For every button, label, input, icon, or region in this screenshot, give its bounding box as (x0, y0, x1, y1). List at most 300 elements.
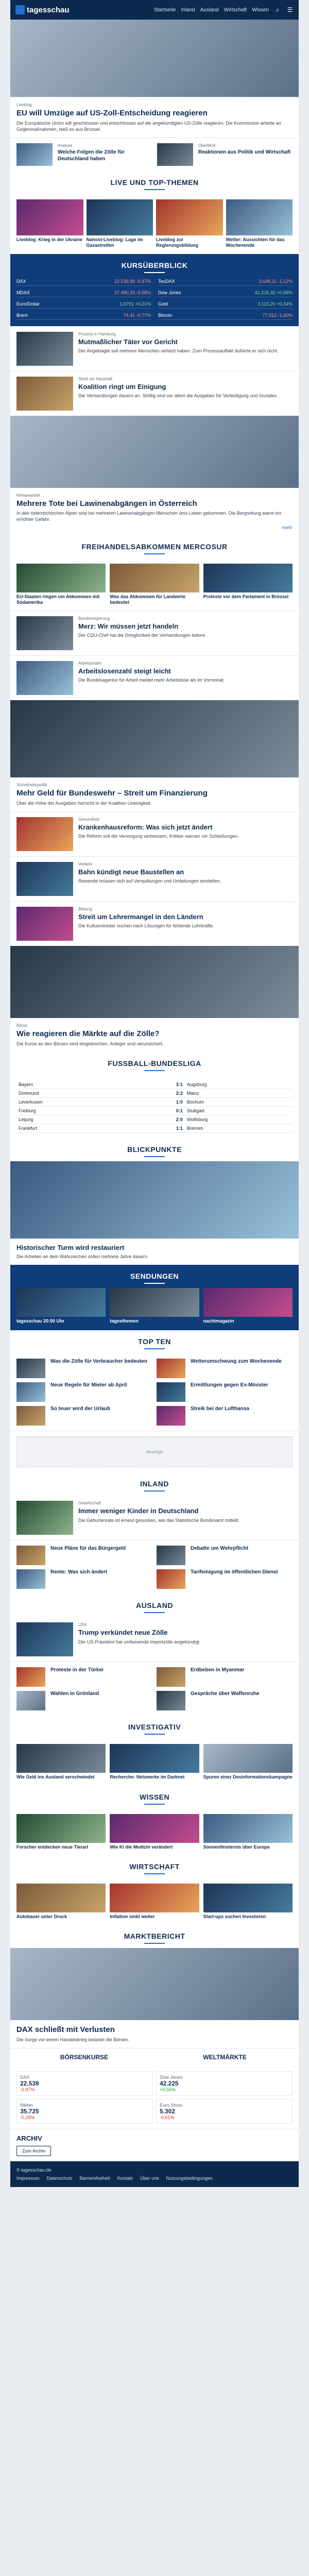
list-item[interactable] (157, 1546, 293, 1565)
ticker-value: 22.539,98 -0,97% (114, 278, 151, 284)
away-team: Mainz (185, 1089, 293, 1097)
market-card[interactable] (16, 2071, 153, 2096)
grid-caption[interactable]: Was das Abkommen für Landwirte bedeutet (110, 594, 186, 605)
nav-item[interactable]: Wissen (252, 7, 269, 13)
ticker-name: DAX (16, 278, 26, 284)
grid-image[interactable] (110, 1884, 199, 1912)
story-thumb[interactable] (157, 1569, 185, 1589)
home-team: Frankfurt (16, 1124, 138, 1132)
teaser: In den österreichischen Alpen sind bei mehreren Lawinenabgängen Menschen ums Leben gekommen. Die Bergrettung warnt vor erhöhter Gefahr. (16, 511, 282, 522)
marktbericht-image[interactable] (10, 1948, 299, 2020)
show-image[interactable] (110, 1288, 199, 1317)
list-item[interactable] (16, 1569, 152, 1589)
live-caption[interactable]: Liveblog: Krieg in der Ukraine (16, 237, 83, 243)
home-team: Leipzig (16, 1115, 138, 1124)
nav-item[interactable]: Startseite (154, 7, 176, 13)
grid-caption[interactable]: Spuren einer Desinformationskampagne (203, 1774, 293, 1780)
headline[interactable]: Bahn kündigt neue Baustellen an (78, 868, 184, 876)
kicker: Sicherheitspolitik (16, 783, 48, 788)
footer-links (16, 2176, 293, 2181)
page (10, 0, 299, 2187)
grid-caption[interactable]: EU-Staaten ringen um Abkommen mit Südamerika (16, 594, 100, 605)
live-strip (10, 194, 299, 254)
grid-caption[interactable]: Wie Geld ins Ausland verschwindet (16, 1774, 95, 1780)
table-row[interactable] (16, 1080, 293, 1089)
feature-story[interactable] (10, 1018, 299, 1052)
section-title-inland: INLAND (10, 1472, 299, 1496)
match-score: 2:2 (138, 1089, 185, 1097)
live-image[interactable] (226, 199, 293, 235)
grid-image[interactable] (16, 1884, 106, 1912)
nav-item[interactable]: Wirtschaft (224, 7, 247, 13)
list-item[interactable] (16, 1382, 152, 1402)
story-thumb[interactable] (157, 1382, 185, 1402)
ticker-name: Gold (158, 301, 168, 307)
topten-list (10, 1353, 299, 1431)
sendungen-box (10, 1265, 299, 1330)
ticker-value: 77.912 -1,40% (262, 312, 293, 318)
teaser: Der CDU-Chef hat die Dringlichkeit der Verhandlungen betont. (78, 633, 207, 638)
section-title-topten: TOP TEN (10, 1330, 299, 1353)
market-name: Nikkei (20, 2103, 33, 2108)
market-value: 5.302 (160, 2108, 176, 2115)
section-title-ausland: AUSLAND (10, 1594, 299, 1617)
story-thumb[interactable] (16, 1622, 73, 1656)
headline[interactable]: DAX schließt mit Verlusten (16, 2025, 115, 2035)
teaser: Reisende müssen sich auf Verspätungen und Umleitungen einstellen. (78, 878, 221, 884)
archive-title: ARCHIV (16, 2134, 42, 2143)
grid-card[interactable] (16, 1814, 106, 1850)
section-title-blickpunkte: BLICKPUNKTE (10, 1138, 299, 1161)
grid-caption[interactable]: Sonnenfinsternis über Europa (203, 1844, 270, 1850)
kicker: Arbeitsmarkt (78, 661, 101, 666)
nav-item[interactable]: Inland (181, 7, 195, 13)
section-title-football: FUSSBALL-BUNDESLIGA (10, 1052, 299, 1075)
grid-card[interactable] (203, 1814, 293, 1850)
kicker: Prozess in Hamburg (78, 331, 116, 336)
weltmaerkte-title: WELTMÄRKTE (203, 2054, 247, 2061)
show-card[interactable] (110, 1288, 199, 1324)
home-team: Bayern (16, 1080, 138, 1089)
list-item[interactable] (16, 1667, 152, 1687)
section-title-investigativ: INVESTIGATIV (10, 1716, 299, 1739)
grid-card[interactable] (110, 1884, 199, 1920)
ticker-value: 42.225,32 +0,56% (254, 290, 293, 295)
footer-link[interactable]: Impressum (16, 2176, 40, 2181)
story-thumb[interactable] (157, 1691, 185, 1710)
ticker-name: Bitcoin (158, 312, 173, 318)
archive-button[interactable]: Zum Archiv (16, 2146, 51, 2156)
away-team: Wolfsburg (185, 1115, 293, 1124)
story-thumb[interactable] (16, 1569, 45, 1589)
live-card[interactable] (87, 199, 153, 249)
list-item[interactable] (157, 1382, 293, 1402)
top-story[interactable] (10, 97, 299, 138)
market-card[interactable] (16, 2099, 153, 2124)
grid-card[interactable] (110, 564, 199, 606)
grid-image[interactable] (203, 564, 293, 592)
section-title-wissen: WISSEN (10, 1786, 299, 1809)
grid-card[interactable] (203, 1744, 293, 1780)
grid-image[interactable] (16, 1744, 106, 1773)
table-row[interactable] (16, 1089, 293, 1097)
home-team: Leverkusen (16, 1097, 138, 1106)
match-score: 3:1 (138, 1080, 185, 1089)
headline[interactable]: Tarifeinigung im öffentlichen Dienst (191, 1569, 278, 1575)
market-grid (10, 2066, 299, 2129)
live-caption[interactable]: Nahost-Liveblog: Lage im Gazastreifen (86, 237, 143, 248)
story-thumb[interactable] (16, 1501, 73, 1535)
story-row[interactable] (10, 811, 299, 856)
kicker: Verkehr (78, 861, 93, 867)
story-thumb[interactable] (157, 143, 193, 166)
feature-image[interactable] (10, 700, 299, 777)
story-row[interactable] (10, 901, 299, 946)
live-image[interactable] (87, 199, 153, 235)
headline[interactable]: Mehrere Tote bei Lawinenabgängen in Österreich (16, 499, 197, 508)
live-card[interactable] (156, 199, 223, 249)
ticker-item[interactable] (16, 300, 151, 309)
headline[interactable]: Proteste in der Türkei (50, 1667, 104, 1673)
story-row[interactable] (10, 371, 299, 416)
show-caption[interactable]: tagesschau 20:00 Uhr (16, 1318, 65, 1324)
grid-card[interactable] (203, 1884, 293, 1920)
story-row[interactable] (10, 326, 299, 371)
grid-caption[interactable]: Proteste vor dem Parlament in Brüssel (203, 594, 289, 599)
story-thumb[interactable] (16, 862, 73, 896)
grid-caption[interactable]: Forscher entdecken neue Tierart (16, 1844, 89, 1850)
show-card[interactable] (203, 1288, 293, 1324)
sub-stories (10, 138, 299, 171)
footer-link[interactable]: Kontakt (117, 2176, 133, 2181)
story-thumb[interactable] (16, 143, 53, 166)
ticker-name: MDAX (16, 290, 30, 295)
market-change: -0,97% (20, 2087, 35, 2093)
markets-box (10, 254, 299, 326)
kicker: USA (78, 1622, 87, 1628)
market-name: DAX (20, 2075, 30, 2080)
list-item[interactable] (157, 1569, 293, 1589)
market-value: 22.539 (20, 2080, 39, 2088)
grid-card[interactable] (110, 1814, 199, 1850)
headline[interactable]: Wetterumschwung zum Wochenende (191, 1359, 282, 1365)
story-thumb[interactable] (16, 661, 73, 695)
story-thumb[interactable] (16, 1382, 45, 1402)
market-name: Dow Jones (160, 2075, 183, 2080)
headline[interactable]: Koalition ringt um Einigung (78, 382, 166, 391)
teaser: Die Bundesagentur für Arbeit meldet mehr Arbeitslose als im Vormonat. (78, 677, 225, 683)
headline[interactable]: Streit um Lehrermangel in den Ländern (78, 912, 203, 921)
teaser: Der US-Präsident hat umfassende Importzölle angekündigt. (78, 1639, 201, 1645)
story-thumb[interactable] (16, 332, 73, 366)
headline[interactable]: Debatte um Wehrpflicht (191, 1546, 249, 1552)
ticker-item[interactable] (158, 300, 293, 309)
teaser: Über die Höhe der Ausgaben herrscht in der Koalition Uneinigkeit. (16, 800, 152, 806)
more-link[interactable]: mehr (282, 524, 293, 530)
footer-link[interactable]: Datenschutz (46, 2176, 73, 2181)
ausland-grid (10, 1662, 299, 1716)
section-title-mercosur: FREIHANDELSABKOMMEN MERCOSUR (10, 535, 299, 558)
grid-image[interactable] (110, 1814, 199, 1843)
grid-image[interactable] (203, 1744, 293, 1773)
kicker: Liveblog (16, 103, 32, 107)
kicker: Börse (16, 1023, 27, 1028)
headline[interactable]: Neue Regeln für Mieter ab April (50, 1382, 127, 1388)
match-score: 1:0 (138, 1097, 185, 1106)
ticker-item[interactable] (16, 289, 151, 297)
nav-item[interactable]: Ausland (200, 7, 219, 13)
wissen-grid (10, 1809, 299, 1855)
headline[interactable]: Mutmaßlicher Täter vor Gericht (78, 337, 178, 346)
story-row[interactable] (10, 611, 299, 655)
headline[interactable]: Wie reagieren die Märkte auf die Zölle? (16, 1029, 160, 1038)
headline[interactable]: Arbeitslosenzahl steigt leicht (78, 667, 171, 675)
away-team: Augsburg (185, 1080, 293, 1089)
teaser: Die Geburtenrate ist erneut gesunken, wie das Statistische Bundesamt mitteilt. (78, 1517, 240, 1523)
ticker-item[interactable] (158, 277, 293, 286)
ticker-value: 3.115,20 +0,34% (258, 301, 293, 307)
story-thumb[interactable] (16, 907, 73, 941)
headline[interactable]: Reaktionen aus Politik und Wirtschaft (198, 149, 291, 156)
market-name: Euro Stoxx (160, 2103, 183, 2108)
headline[interactable]: Wahlen in Grönland (50, 1691, 99, 1697)
headline[interactable]: Mehr Geld für Bundeswehr – Streit um Finanzierung (16, 789, 208, 798)
story-row[interactable] (10, 856, 299, 901)
section-title-marktbericht: MARKTBERICHT (10, 1925, 299, 1948)
wirtschaft-grid (10, 1878, 299, 1925)
headline[interactable]: Erdbeben in Myanmar (191, 1667, 245, 1673)
ticker-item[interactable] (16, 311, 151, 320)
ticker-item[interactable] (158, 289, 293, 297)
sendungen-grid (16, 1288, 293, 1324)
investigativ-grid (10, 1739, 299, 1785)
live-image[interactable] (156, 199, 223, 235)
market-card[interactable] (156, 2071, 293, 2096)
grid-caption[interactable]: Start-ups suchen Investoren (203, 1913, 266, 1919)
logo-text: tagesschau (27, 5, 70, 14)
section-title-sendungen: SENDUNGEN (16, 1271, 293, 1288)
live-caption[interactable]: Wetter: Aussichten für das Wochenende (226, 237, 285, 248)
feature-image[interactable] (10, 416, 299, 488)
list-item[interactable] (157, 1406, 293, 1426)
marktbericht-story[interactable] (10, 2020, 299, 2048)
ticker-name: Euro/Dollar (16, 301, 40, 307)
show-image[interactable] (203, 1288, 293, 1317)
list-item[interactable] (16, 1546, 152, 1565)
show-card[interactable] (16, 1288, 106, 1324)
headline[interactable]: So teuer wird der Urlaub (50, 1406, 111, 1412)
ausland-lead[interactable] (10, 1617, 299, 1662)
feature-story[interactable] (10, 488, 299, 535)
story-thumb[interactable] (157, 1406, 185, 1426)
headline[interactable]: Welche Folgen die Zölle für Deutschland haben (58, 149, 125, 162)
away-team: Stuttgart (185, 1106, 293, 1115)
archive (10, 2129, 299, 2161)
boerse-titles (10, 2048, 299, 2066)
logo[interactable] (15, 5, 70, 14)
kicker: Bildung (78, 906, 92, 911)
grid-caption[interactable]: Inflation sinkt weiter (110, 1913, 155, 1919)
ad-box[interactable]: Anzeige (16, 1436, 293, 1467)
teaser: Die Kultusminister suchen nach Lösungen für fehlende Lehrkräfte. (78, 923, 214, 929)
match-score: 0:1 (138, 1106, 185, 1115)
headline[interactable]: EU will Umzüge auf US-Zoll-Entscheidung reagieren (16, 109, 208, 117)
grid-image[interactable] (203, 1884, 293, 1912)
story-thumb[interactable] (157, 1546, 185, 1565)
sub-story[interactable] (157, 143, 293, 166)
kicker: Überblick (198, 143, 216, 148)
story-row[interactable] (10, 655, 299, 700)
sub-story[interactable] (16, 143, 152, 166)
story-thumb[interactable] (16, 377, 73, 411)
grid-card[interactable] (16, 564, 106, 606)
away-team: Bremen (185, 1124, 293, 1132)
ad-slot (10, 1431, 299, 1472)
market-change: -0,61% (160, 2115, 175, 2121)
grid-caption[interactable]: Wie KI die Medizin verändert (110, 1844, 173, 1850)
kicker: Bundesregierung (78, 616, 110, 621)
story-thumb[interactable] (16, 1667, 45, 1687)
market-change: +0,56% (160, 2087, 176, 2093)
kicker: Gesundheit (78, 817, 99, 822)
grid-caption[interactable]: Autobauer unter Druck (16, 1913, 67, 1919)
blickpunkte-story[interactable] (10, 1239, 299, 1265)
list-item[interactable] (157, 1667, 293, 1687)
match-score: 2:0 (138, 1115, 185, 1124)
teaser: Die Arbeiten an dem Wahrzeichen sollen mehrere Jahre dauern. (16, 1254, 149, 1260)
teaser: Der Angeklagte soll mehrere Menschen verletzt haben. Zum Prozessauftakt äußerte er sich nicht. (78, 348, 279, 353)
ticker-name: Dow Jones (158, 290, 181, 295)
ticker-name: Brent (16, 312, 28, 318)
story-thumb[interactable] (16, 1406, 45, 1426)
grid-card[interactable] (16, 1884, 106, 1920)
table-row[interactable] (16, 1115, 293, 1124)
football-table (10, 1075, 299, 1138)
copyright: © tagesschau.de (16, 2167, 52, 2173)
list-item[interactable] (157, 1359, 293, 1378)
ticker-item[interactable] (16, 277, 151, 286)
teaser: Die Verhandlungen dauern an. Strittig sind vor allem die Ausgaben für Verteidigung und Soziales. (78, 393, 278, 398)
list-item[interactable] (16, 1691, 152, 1710)
grid-card[interactable] (16, 1744, 106, 1780)
live-card[interactable] (226, 199, 293, 249)
story-thumb[interactable] (16, 1691, 45, 1710)
header-bar (10, 0, 299, 20)
footer-link[interactable]: Über uns (140, 2176, 159, 2181)
section-title-markets: KURSÜBERBLICK (16, 260, 293, 277)
section-title-live: LIVE UND TOP-THEMEN (10, 171, 299, 194)
headline[interactable]: Historischer Turm wird restauriert (16, 1243, 125, 1251)
story-thumb[interactable] (157, 1667, 185, 1687)
headline[interactable]: Was die Zölle für Verbraucher bedeuten (50, 1359, 148, 1365)
away-team: Bochum (185, 1097, 293, 1106)
live-caption[interactable]: Liveblog zur Regierungsbildung (156, 237, 198, 248)
headline[interactable]: Ermittlungen gegen Ex-Minister (191, 1382, 268, 1388)
show-image[interactable] (16, 1288, 106, 1317)
results-table (16, 1080, 293, 1133)
match-score: 1:1 (138, 1124, 185, 1132)
story-thumb[interactable] (16, 1359, 45, 1378)
grid-image[interactable] (110, 1744, 199, 1773)
grid-image[interactable] (16, 1814, 106, 1843)
teaser: Die Sorge vor einem Handelskrieg belastet die Börsen. (16, 2037, 130, 2042)
table-row[interactable] (16, 1097, 293, 1106)
search-icon[interactable]: ⌕ (276, 6, 280, 13)
ticker-value: 3.648,11 -1,12% (259, 278, 293, 284)
ticker-grid (16, 277, 293, 320)
grid-image[interactable] (16, 564, 106, 592)
grid-image[interactable] (110, 564, 199, 592)
blickpunkte-image[interactable] (10, 1161, 299, 1239)
headline[interactable]: Immer weniger Kinder in Deutschland (78, 1507, 199, 1515)
logo-mark (15, 5, 25, 14)
home-team: Dortmund (16, 1089, 138, 1097)
inland-grid (10, 1540, 299, 1594)
headline[interactable]: Gespräche über Waffenruhe (191, 1691, 260, 1697)
table-row[interactable] (16, 1124, 293, 1132)
market-change: -0,28% (20, 2115, 35, 2121)
kicker: Gesellschaft (78, 1501, 101, 1506)
market-card[interactable] (156, 2099, 293, 2124)
headline[interactable]: Merz: Wir müssen jetzt handeln (78, 622, 179, 631)
boerse-title: BÖRSENKURSE (60, 2054, 109, 2061)
grid-image[interactable] (203, 1814, 293, 1843)
kicker: Klimawandel (16, 493, 40, 498)
footer-link[interactable]: Nutzungsbedingungen (166, 2176, 213, 2181)
ticker-value: 1,0791 +0,21% (119, 301, 151, 307)
ticker-name: TecDAX (158, 278, 175, 284)
teaser: Die Reform soll die Versorgung verbessern, Kritiker warnen vor Schließungen. (78, 834, 239, 839)
ticker-item[interactable] (158, 311, 293, 320)
kicker: Streit um Haushalt (78, 376, 112, 381)
menu-icon[interactable]: ☰ (287, 6, 293, 13)
headline[interactable]: Rente: Was sich ändert (50, 1569, 108, 1575)
story-thumb[interactable] (16, 616, 73, 650)
list-item[interactable] (157, 1691, 293, 1710)
headline[interactable]: Krankenhausreform: Was sich jetzt ändert (78, 823, 213, 831)
story-thumb[interactable] (16, 1546, 45, 1565)
headline[interactable]: Streik bei der Lufthansa (191, 1406, 249, 1412)
live-image[interactable] (16, 199, 83, 235)
feature-image[interactable] (10, 946, 299, 1018)
feature-story[interactable] (10, 777, 299, 811)
headline[interactable]: Trump verkündet neue Zölle (78, 1629, 168, 1637)
list-item[interactable] (16, 1359, 152, 1378)
list-item[interactable] (16, 1406, 152, 1426)
ticker-value: 27.480,33 -0,58% (114, 290, 151, 295)
live-card[interactable] (16, 199, 83, 249)
headline[interactable]: Neue Pläne für das Bürgergeld (50, 1546, 126, 1552)
mercosur-grid (10, 558, 299, 611)
market-value: 42.225 (160, 2080, 179, 2088)
grid-caption[interactable]: Recherche: Netzwerke im Darknet (110, 1774, 185, 1780)
teaser: Die Kurse an den Börsen sind eingebrochen. Anleger sind verunsichert. (16, 1041, 164, 1046)
story-thumb[interactable] (157, 1359, 185, 1378)
footer-link[interactable]: Barrierefreiheit (79, 2176, 110, 2181)
section-title-wirtschaft: WIRTSCHAFT (10, 1855, 299, 1878)
show-caption[interactable]: tagesthemen (110, 1318, 139, 1324)
show-caption[interactable]: nachtmagazin (203, 1318, 234, 1324)
table-row[interactable] (16, 1106, 293, 1115)
footer (10, 2161, 299, 2187)
grid-card[interactable] (110, 1744, 199, 1780)
hero-image[interactable] (10, 20, 299, 97)
inland-lead[interactable] (10, 1496, 299, 1540)
story-thumb[interactable] (16, 817, 73, 851)
kicker: Analyse (58, 143, 73, 148)
market-value: 35.725 (20, 2108, 39, 2115)
grid-card[interactable] (203, 564, 293, 606)
